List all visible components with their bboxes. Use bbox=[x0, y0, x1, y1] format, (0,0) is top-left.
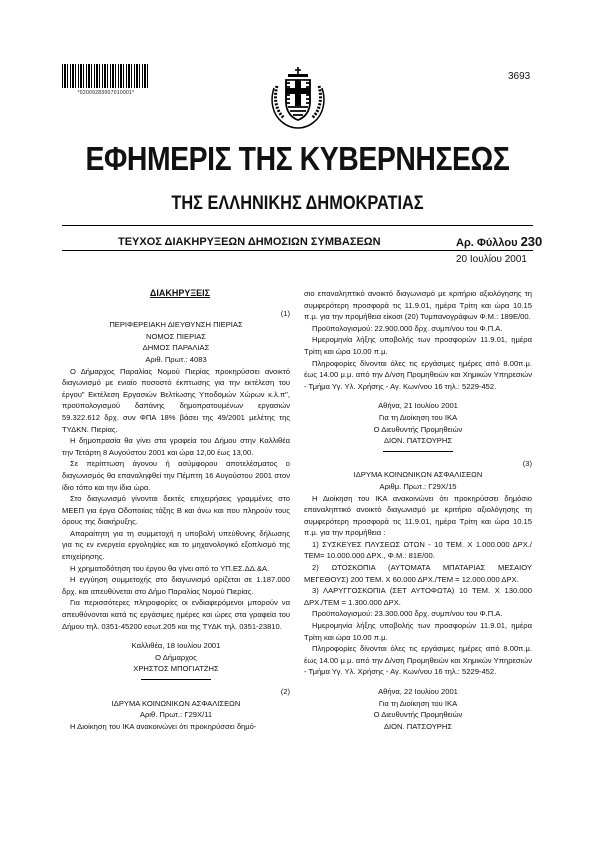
header-rule-top bbox=[62, 225, 533, 226]
notice-signatory-title: Ο Δήμαρχος bbox=[155, 652, 197, 662]
sheet-label: Αρ. Φύλλου bbox=[456, 237, 518, 249]
notice-paragraph: Για περισσότερες πληροφορίες οι ενδιαφερόμενοι μπορούν να απευθύνονται κατά τις εργάσιμες ημέρες και ώρες στα γραφεία του Δήμου τηλ. 0351-45200 εσωτ.205 και της ΤΥΔΚ τηλ. 0351-23810. bbox=[62, 598, 290, 631]
notice-signatory-title: Για τη Διοίκηση του ΙΚΑ bbox=[378, 412, 458, 422]
notice-paragraph: Η Διοίκηση του ΙΚΑ ανακοινώνει ότι προκηρύσσει δημόσιο επαναληπτικό ανοικτό διαγωνισμό με κριτήριο αξιολόγησης τη συμφερότερη προσφορά τις 11.9.01, ημέρα Τρίτη και ώρα 10.15 π.μ. για την προμήθεια : bbox=[304, 493, 532, 538]
notice-paragraph: Η εγγύηση συμμετοχής στο διαγωνισμό ορίζεται σε 1.187.000 δρχ. και απευθύνεται στο Δήμο Παραλίας Νομού Πιερίας. bbox=[62, 575, 290, 596]
notice-paragraph: Η δημοπρασία θα γίνει στα γραφεία του Δήμου στην Καλλιθέα την Τετάρτη 8 Αυγούστου 2001 και ώρα 12,00 έως 13,00. bbox=[62, 436, 290, 457]
gazette-subtitle: ΤΗΣ ΕΛΛΗΝΙΚΗΣ ΔΗΜΟΚΡΑΤΙΑΣ bbox=[171, 193, 424, 214]
notice-paragraph: Ημερομηνία λήξης υποβολής των προσφορών 11.9.01, ημέρα Τρίτη και ώρα 10.00 π.μ. bbox=[304, 335, 532, 356]
barcode-number: *02009283007010001* bbox=[77, 90, 135, 96]
header-rule-bottom bbox=[62, 250, 533, 251]
notice-item: 1) ΣΥΣΚΕΥΕΣ ΠΛΥΣΕΩΣ ΩΤΩΝ - 10 ΤΕΜ. Χ 1.000.000 ΔΡΧ./ΤΕΜ= 10.000.000 ΔΡΧ., Φ.Μ.: 81Ε/00. bbox=[304, 539, 532, 561]
notice-paragraph: Σε περίπτωση άγονου ή ασύμφορου αποτελέσματος ο διαγωνισμός θα επαναληφθεί την Πέμπτη 16 Αυγούστου 2001 στον ίδιο τόπο και την ίδια ώρα. bbox=[62, 459, 290, 492]
issue-type: ΤΕΥΧΟΣ ΔΙΑΚΗΡΥΞΕΩΝ ΔΗΜΟΣΙΩΝ ΣΥΜΒΑΣΕΩΝ bbox=[118, 236, 381, 248]
notice-paragraph: Πληροφορίες δίνονται όλες τις εργάσιμες ημέρες από 8.00π.μ. έως 14.00 μ.μ. από την Δ/νση Προμηθειών και Χημικών Υπηρεσιών - Τμήμα Υγ. Υλ. Χρήσης - Αγ. Κων/νου 16 τηλ.: 5229-452. bbox=[304, 644, 532, 677]
notice-item: 3) ΛΑΡΥΓΓΟΣΚΟΠΙΑ (ΣΕΤ ΑΥΤΟΦΩΤΑ) 10 ΤΕΜ. Χ 130.000 ΔΡΧ./ΤΕΜ = 1.300.000 ΔΡΧ. bbox=[304, 586, 532, 607]
notice-paragraph: Προϋπολογισμού: 22.900.000 δρχ. συμπ/νου του Φ.Π.Α. bbox=[312, 323, 503, 333]
notice-authority: ΙΔΡΥΜΑ ΚΟΙΝΩΝΙΚΩΝ ΑΣΦΑΛΙΣΕΩΝ bbox=[111, 698, 241, 708]
notice-signatory-name: ΔΙΟΝ. ΠΑΤΣΟΥΡΗΣ bbox=[383, 721, 453, 731]
issue-date: 20 Ιουλίου 2001 bbox=[456, 254, 527, 265]
notice-ref: Αριθ. Πρωτ.: Γ29Χ/11 bbox=[139, 710, 213, 720]
notice-separator bbox=[383, 451, 453, 452]
notice-ref: Αριθμ. Πρωτ.: Γ29Χ/15 bbox=[379, 481, 457, 491]
notice-place-date: Αθήνα, 22 Ιουλίου 2001 bbox=[378, 687, 458, 696]
notice-paragraph: Πληροφορίες δίνονται όλες τις εργάσιμες ημέρες από 8.00π.μ. έως 14.00 μ.μ. από την Δ/νση Προμηθειών και Χημικών Υπηρεσιών - Τμήμα Υγ. Υλ. Χρήσης - Αγ. Κων/νου 16 τηλ.: 5229-452. bbox=[304, 358, 532, 391]
notice-number: (3) bbox=[522, 458, 532, 468]
notice-paragraph: Απαραίτητη για τη συμμετοχή η υποβολή υπεύθυνης δήλωσης για τις εν ενεργεία εργοληψίες και το μηχανολογικό εξοπλισμό της επιχείρησης. bbox=[62, 528, 290, 562]
notice-authority: ΠΕΡΙΦΕΡΕΙΑΚΗ ΔΙΕΥΘΥΝΣΗ ΠΙΕΡΙΑΣ bbox=[109, 320, 243, 330]
notice-signatory-name: ΔΙΟΝ. ΠΑΤΣΟΥΡΗΣ bbox=[383, 436, 453, 446]
notice-number: (2) bbox=[280, 687, 290, 696]
notice-paragraph: σιο επαναληπτικό ανοικτό διαγωνισμό με κριτήριο αξιολόγησης τη συμφερότερη προσφορά τις 11.9.01, ημέρα Τρίτη και ώρα 10.15 π.μ. για την προμήθεια είκοσι (20) Τυμπανογράφων Φ.Μ.: 189Ε/00. bbox=[304, 289, 532, 322]
notice-authority: ΔΗΜΟΣ ΠΑΡΑΛΙΑΣ bbox=[142, 343, 210, 353]
page-number: 3693 bbox=[508, 71, 531, 82]
notice-signatory-name: ΧΡΗΣΤΟΣ ΜΠΟΓΙΑΤΖΗΣ bbox=[133, 664, 219, 674]
notice-signatory-title: Ο Διευθυντής Προμηθειών bbox=[373, 424, 463, 434]
left-column bbox=[62, 288, 290, 732]
gazette-title: ΕΦΗΜΕΡΙΣ ΤΗΣ ΚΥΒΕΡΝΗΣΕΩΣ bbox=[85, 140, 510, 177]
notice-signatory-title: Ο Διευθυντής Προμηθειών bbox=[373, 710, 463, 720]
section-heading: ΔΙΑΚΗΡΥΞΕΙΣ bbox=[149, 288, 211, 298]
notice-place-date: Καλλιθέα, 18 Ιουλίου 2001 bbox=[131, 641, 221, 651]
notice-ref: Αριθ. Πρωτ.: 4083 bbox=[145, 354, 207, 364]
notice-paragraph: Στο διαγωνισμό γίνονται δεκτές επιχειρήσεις γραμμένες στο ΜΕΕΠ για έργα Οδοποιίας τάξης Β και άνω και που πληρούν τους όρους της διακήρυξης. bbox=[62, 494, 290, 527]
notice-paragraph: Η χρηματοδότηση του έργου θα γίνει από το ΥΠ.ΕΣ.ΔΔ.&Α. bbox=[70, 563, 270, 573]
notice-authority: ΝΟΜΟΣ ΠΙΕΡΙΑΣ bbox=[145, 331, 207, 341]
greek-coat-of-arms-icon bbox=[268, 66, 328, 130]
notice-paragraph: Προϋπολογισμού: 23.300.000 δρχ. συμπ/νου του Φ.Π.Α. bbox=[312, 609, 503, 619]
notice-item: 2) ΩΤΟΣΚΟΠΙΑ (ΑΥΤΟΜΑΤΑ ΜΠΑΤΑΡΙΑΣ ΜΕΣΑΙΟΥ ΜΕΓΕΘΟΥΣ) 200 ΤΕΜ. Χ 60.000 ΔΡΧ./ΤΕΜ = 12.000.000 ΔΡΧ. bbox=[304, 563, 532, 584]
notice-authority: ΙΔΡΥΜΑ ΚΟΙΝΩΝΙΚΩΝ ΑΣΦΑΛΙΣΕΩΝ bbox=[353, 470, 483, 480]
notice-signatory-title: Για τη Διοίκηση του ΙΚΑ bbox=[378, 698, 458, 708]
notice-separator bbox=[141, 679, 211, 680]
notice-number: (1) bbox=[280, 308, 290, 318]
sheet-number-value: 230 bbox=[520, 234, 543, 249]
notice-place-date: Αθήνα, 21 Ιουλίου 2001 bbox=[378, 401, 458, 411]
sheet-number bbox=[456, 234, 542, 249]
notice-paragraph: Η Διοίκηση του ΙΚΑ ανακοινώνει ότι προκηρύσσει δημό- bbox=[70, 721, 257, 731]
notice-paragraph: Ημερομηνία λήξης υποβολής των προσφορών 11.9.01, ημέρα Τρίτη και ώρα 10.00 π.μ. bbox=[304, 621, 532, 642]
right-column bbox=[304, 288, 532, 732]
notice-paragraph: Ο Δήμαρχος Παραλίας Νομού Πιερίας προκηρύσσει ανοικτό διαγωνισμό με ενιαίο ποσοστό έκπτωσης για την εκτέλεση του έργου" Εκτέλεση Εργασιών Βελτίωσης Υποδομών Χώρων κ.λ.π", προϋπολογισμού δαπάνης δημοπρατουμένων εργασιών 59.322.612 δρχ. συν ΦΠΑ 18% βάσει της 49/2001 μελέτης της ΤΥΔΚΝ. Πιερίας. bbox=[62, 366, 290, 434]
barcode bbox=[62, 64, 150, 88]
